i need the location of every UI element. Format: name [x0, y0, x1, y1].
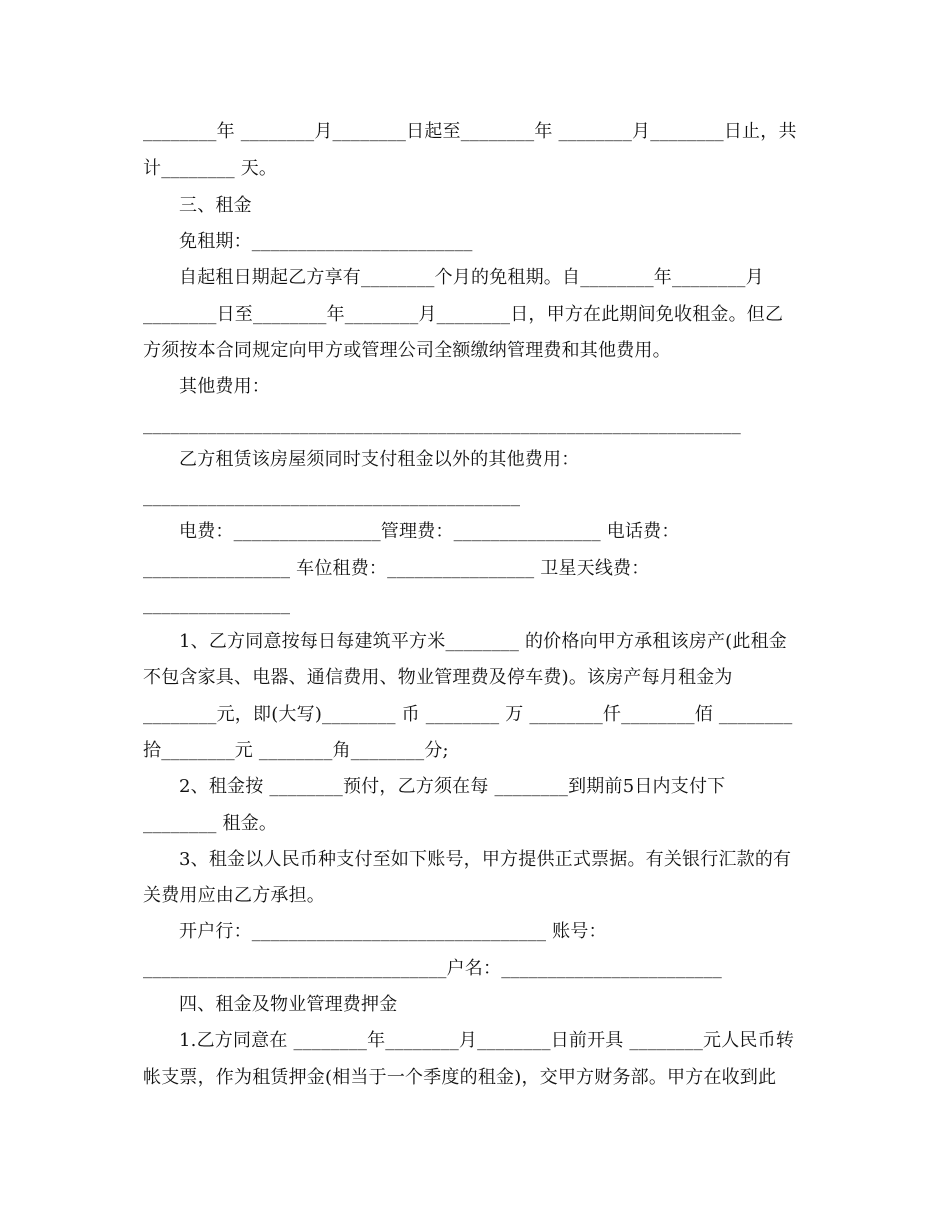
text-line: 关费用应由乙方承担。	[143, 885, 325, 906]
text-line: ________元，即(大写)________ 币 ________ 万 ________仟________佰 ________	[143, 704, 793, 725]
text-line: ________年 ________月________日起至________年 ________月________日止，共	[143, 121, 797, 142]
text-line: 不包含家具、电器、通信费用、物业管理费及停车费)。该房产每月租金为	[143, 667, 733, 688]
text-line: 其他费用：	[179, 376, 270, 397]
text-line: _________________________________户名：________________________	[143, 958, 722, 979]
text-line: 自起租日期起乙方享有________个月的免租期。自________年________月	[179, 267, 764, 288]
text-line: 电费：________________管理费：________________ 电话费：	[179, 521, 680, 542]
text-line: 2、租金按 ________预付，乙方须在每 ________到期前5日内支付下	[179, 776, 726, 797]
text-line: 3、租金以人民币种支付至如下账号，甲方提供正式票据。有关银行汇款的有	[179, 849, 792, 870]
section-heading: 三、租金	[179, 195, 252, 216]
text-line: ________ 租金。	[143, 813, 278, 834]
text-line: 乙方租赁该房屋须同时支付租金以外的其他费用：	[179, 449, 580, 470]
blank-line: _________________________________________	[143, 486, 521, 507]
section-heading: 四、租金及物业管理费押金	[179, 994, 398, 1015]
blank-line: _________________________________________________________________	[143, 414, 741, 435]
text-line: 拾________元 ________角________分;	[143, 740, 449, 761]
text-line: 计________ 天。	[143, 158, 278, 179]
text-line: 开户行：________________________________ 账号：	[179, 921, 607, 942]
blank-line: ________________	[143, 594, 291, 615]
text-line: 帐支票，作为租赁押金(相当于一个季度的租金)，交甲方财务部。甲方在收到此	[143, 1067, 777, 1088]
text-line: ________________ 车位租费：________________ 卫星天线费：	[143, 558, 650, 579]
text-line: 1、乙方同意按每日每建筑平方米________ 的价格向甲方承租该房产(此租金	[179, 631, 787, 652]
text-line: ________日至________年________月________日，甲方在此期间免收租金。但乙	[143, 304, 784, 325]
text-line: 方须按本合同规定向甲方或管理公司全额缴纳管理费和其他费用。	[143, 340, 671, 361]
text-line: 1.乙方同意在 ________年________月________日前开具 ________元人民币转	[179, 1030, 795, 1051]
text-line: 免租期：________________________	[179, 231, 473, 252]
